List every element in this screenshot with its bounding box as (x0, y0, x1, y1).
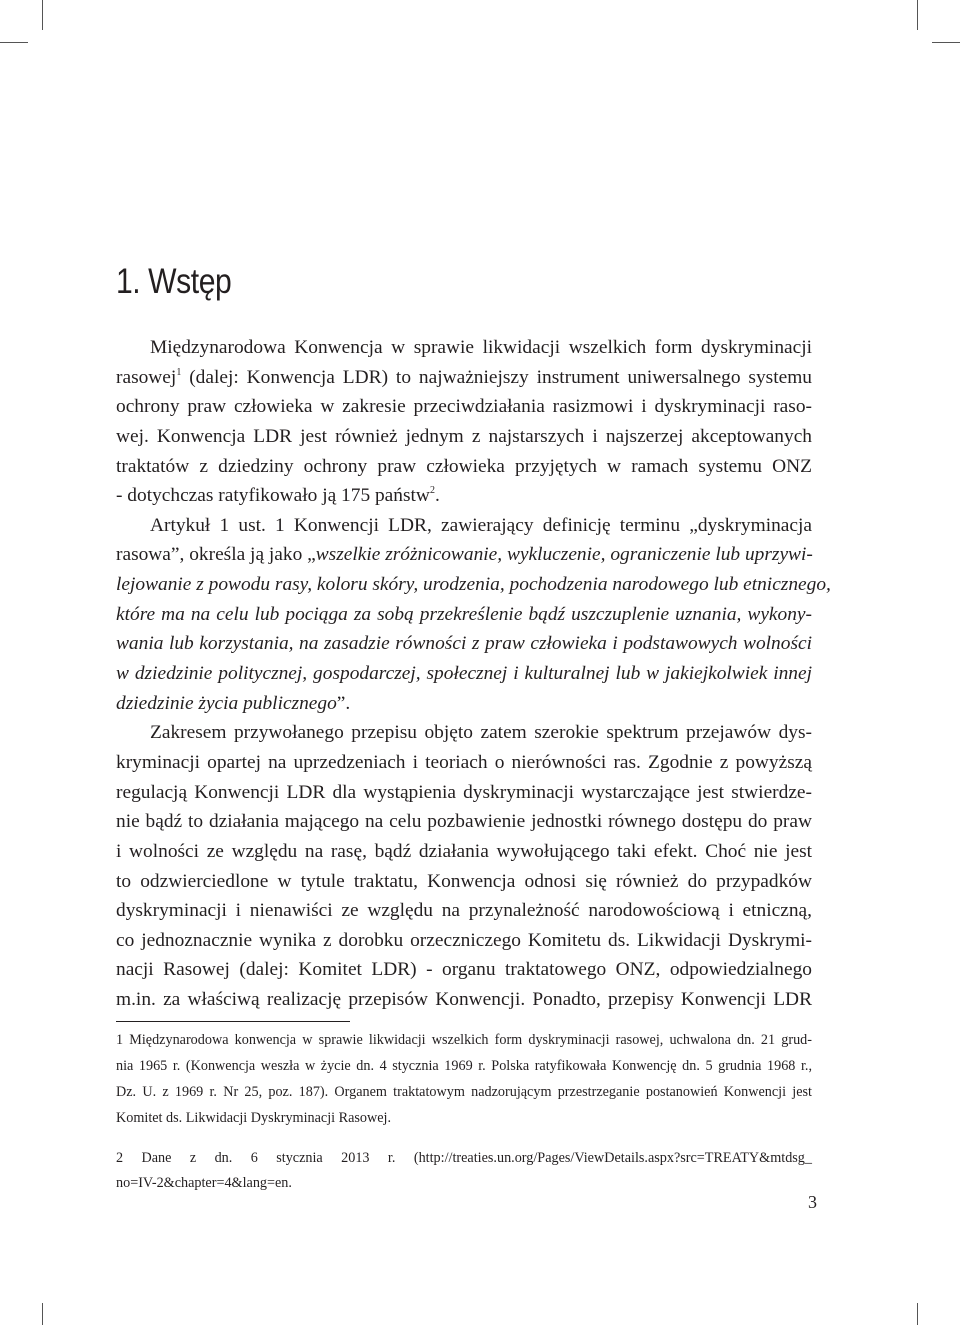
paragraph-3-line: m.in. za właściwą realizację przepisów Konwencji. Ponadto, przepisy Konwencji LDR (116, 989, 812, 1011)
paragraph-3-line: kryminacji opartej na uprzedzeniach i teoriach o nierówności ras. Zgodnie z powyższą (116, 751, 812, 773)
crop-mark-right-top (932, 42, 960, 43)
paragraph-3-line: Zakresem przywołanego przepisu objęto zatem szerokie spektrum przejawów dys- (150, 722, 812, 744)
crop-mark-bottom-left (42, 1303, 43, 1325)
paragraph-3-line: to odzwierciedlone w tytule traktatu, Konwencja odnosi się również do przypadków (116, 870, 812, 892)
footnote-gap (116, 1132, 812, 1146)
paragraph-2-quote-line: wania lub korzystania, na zasadzie równości z praw człowieka i podstawowych wolności (116, 633, 812, 655)
paragraph-3-line: co jednoznacznie wynika z dorobku orzeczniczego Komitetu ds. Likwidacji Dyskrymi- (116, 929, 812, 951)
crop-mark-top-left (42, 0, 43, 30)
footnote-separator (116, 1021, 350, 1022)
footnote-1-line: nia 1965 r. (Konwencja weszła w życie dn. 4 stycznia 1969 r. Polska ratyfikowała Konwencję dn. 5 grudnia 1968 r., (116, 1057, 812, 1074)
paragraph-2-line: rasowa”, określa ją jako „wszelkie zróżnicowanie, wykluczenie, ograniczenie lub uprzywi- (116, 544, 813, 566)
footnote-1-line: Komitet ds. Likwidacji Dyskryminacji Rasowej. (116, 1109, 392, 1126)
footnote-2-link[interactable]: no=IV-2&chapter=4&lang=en. (116, 1175, 292, 1192)
crop-mark-bottom-right (917, 1303, 918, 1325)
body-text (116, 333, 831, 1015)
paragraph-2-quote-line: w dziedzinie politycznej, gospodarczej, społecznej i kulturalnej lub w jakiejkolwiek innej (116, 663, 812, 685)
footnotes (116, 1028, 812, 1197)
chapter-heading: 1. Wstęp (116, 262, 232, 301)
paragraph-3-line: nie bądź to działania mającego na celu pozbawienie jednostki równego dostępu do praw (116, 811, 812, 833)
paragraph-1-line: wej. Konwencja LDR jest również jednym z najstarszych i najszerzej akceptowanych (116, 425, 812, 447)
paragraph-1-line: - dotychczas ratyfikowało ją 175 państw$^2$. (116, 485, 440, 507)
crop-mark-left-top (0, 42, 28, 43)
paragraph-2-quote-line: które ma na celu lub pociąga za sobą przekreślenie bądź uszczuplenie uznania, wykony- (116, 603, 812, 625)
paragraph-3-line: regulacją Konwencji LDR dla wystąpienia dyskryminacji wystarczające jest stwierdze- (116, 781, 812, 803)
footnote-ref-1[interactable]: 1 (176, 366, 182, 378)
paragraph-2-quote-line: lejowanie z powodu rasy, koloru skóry, urodzenia, pochodzenia narodowego lub etnicznego, (116, 574, 831, 596)
paragraph-2-line: Artykuł 1 ust. 1 Konwencji LDR, zawierający definicję terminu „dyskryminacja (150, 514, 812, 536)
paragraph-3-line: i wolności ze względu na rasę, bądź działania wywołującego taki efekt. Choć nie jest (116, 840, 812, 862)
paragraph-3-line: dyskryminacji i nienawiści ze względu na przynależność narodowościową i etniczną, (116, 900, 812, 922)
crop-mark-top-right (917, 0, 918, 30)
footnote-2-line: 2 Dane z dn. 6 stycznia 2013 r. (http://treaties.un.org/Pages/ViewDetails.aspx?src=TREATY&mtdsg_ (116, 1149, 812, 1166)
page-number: 3 (808, 1192, 817, 1212)
paragraph-1-line: rasowej$^1$ (dalej: Konwencja LDR) to najważniejszy instrument uniwersalnego systemu (116, 366, 812, 388)
footnote-1-line: 1 Międzynarodowa konwencja w sprawie likwidacji wszelkich form dyskryminacji rasowej, uchwalona dn. 21 grud- (116, 1032, 812, 1048)
paragraph-1-line: traktatów z dziedziny ochrony praw człowieka przyjętych w ramach systemu ONZ (116, 455, 812, 477)
paragraph-1-line: ochrony praw człowieka w zakresie przeciwdziałania rasizmowi i dyskryminacji raso- (116, 396, 812, 418)
paragraph-2-quote-line: dziedzinie życia publicznego”. (116, 692, 351, 714)
footnote-ref-2[interactable]: 2 (429, 485, 435, 497)
paragraph-3-line: nacji Rasowej (dalej: Komitet LDR) - organu traktatowego ONZ, odpowiedzialnego (116, 959, 812, 981)
paragraph-1-line: Międzynarodowa Konwencja w sprawie likwidacji wszelkich form dyskryminacji (150, 337, 812, 358)
footnote-1-line: Dz. U. z 1969 r. Nr 25, poz. 187). Organem traktatowym nadzorującym przestrzeganie postanowień Konwencji jest (116, 1083, 812, 1100)
